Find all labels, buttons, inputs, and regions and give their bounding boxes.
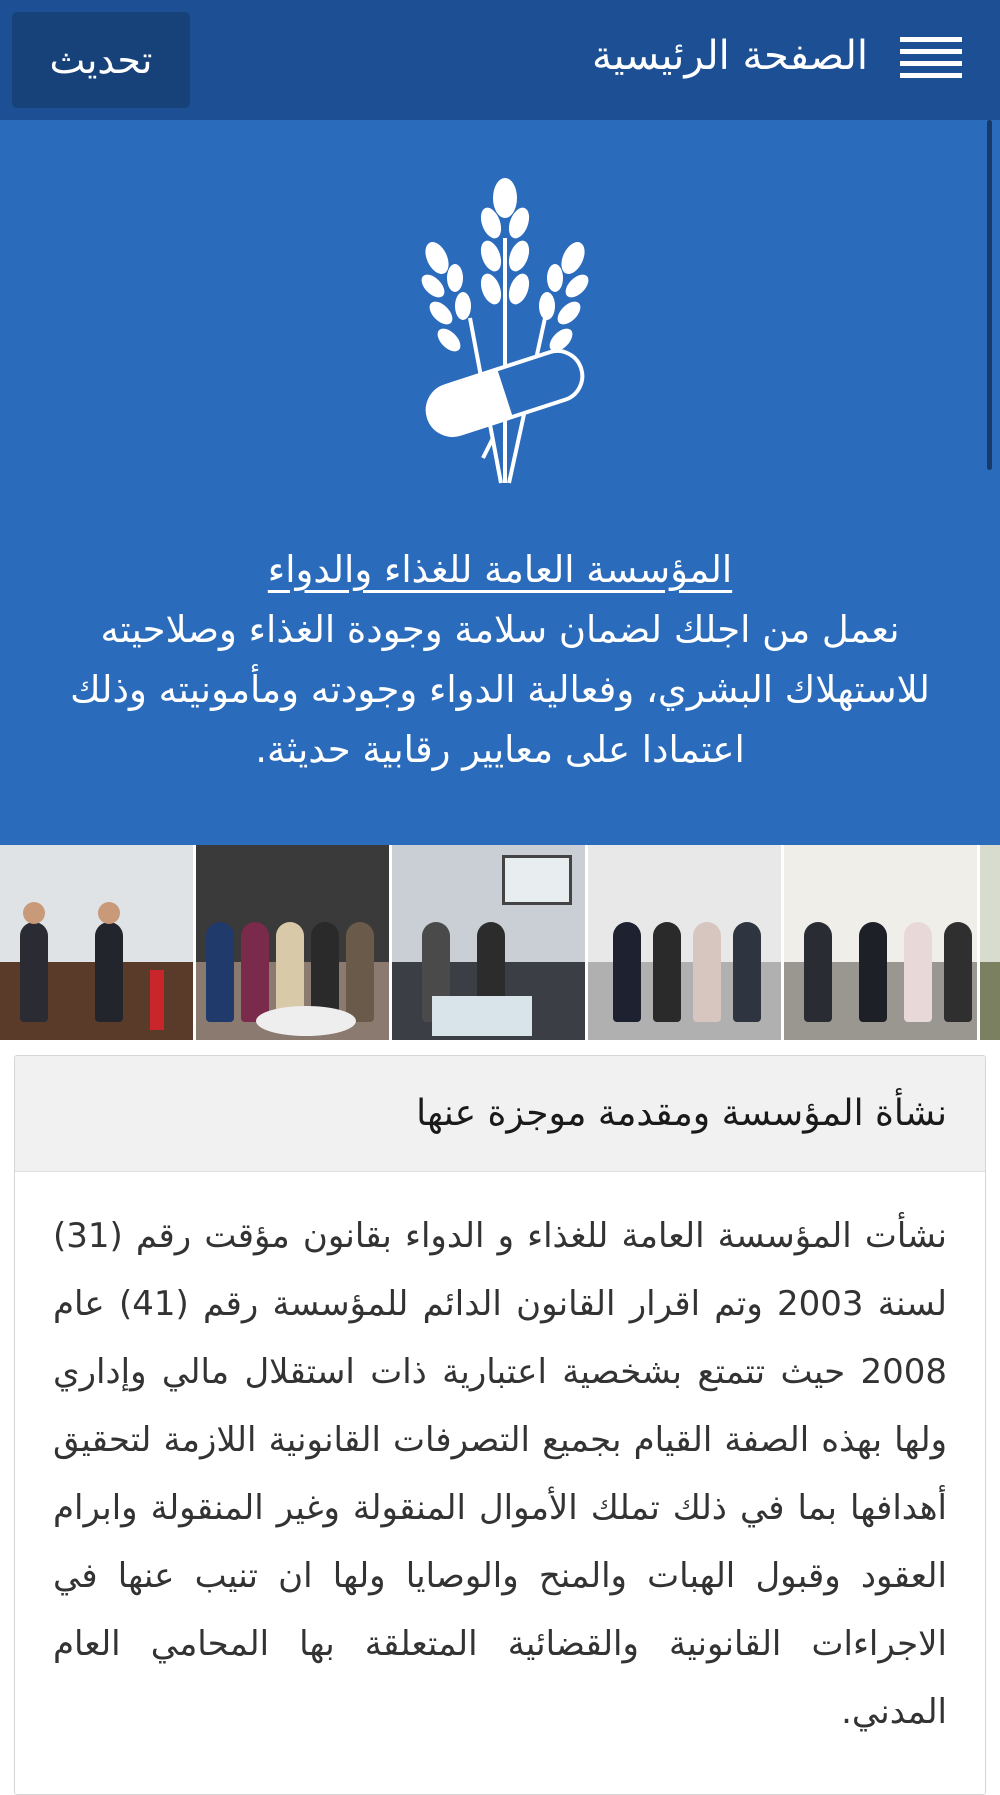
gallery-photo-signing[interactable] bbox=[0, 845, 193, 1040]
gallery-photo-office[interactable] bbox=[392, 845, 585, 1040]
gallery-photo-partial[interactable] bbox=[980, 845, 1000, 1040]
top-app-bar bbox=[0, 0, 1000, 120]
gallery-photo-lab-visit[interactable] bbox=[588, 845, 781, 1040]
wheat-capsule-logo-icon bbox=[415, 168, 595, 488]
gallery-photo-inspection[interactable] bbox=[784, 845, 977, 1040]
gallery-photo-ceremony[interactable] bbox=[196, 845, 389, 1040]
hero-tagline: نعمل من اجلك لضمان سلامة وجودة الغذاء وصلاحيته للاستهلاك البشري، وفعالية الدواء وجودته ومأمونيته وذلك اعتمادا على معايير رقابية حديثة. bbox=[70, 608, 930, 771]
scrollbar[interactable] bbox=[987, 120, 992, 470]
hero-banner bbox=[0, 120, 1000, 845]
refresh-button[interactable]: تحديث bbox=[12, 12, 190, 108]
org-name-link[interactable]: المؤسسة العامة للغذاء والدواء bbox=[267, 548, 733, 591]
about-card bbox=[14, 1055, 986, 1795]
hamburger-menu-icon[interactable] bbox=[900, 37, 962, 81]
page-title: الصفحة الرئيسية bbox=[592, 33, 868, 79]
hero-description bbox=[40, 540, 960, 780]
photo-gallery[interactable] bbox=[0, 845, 1000, 1040]
about-card-title: نشأة المؤسسة ومقدمة موجزة عنها bbox=[15, 1056, 985, 1172]
about-card-body: نشأت المؤسسة العامة للغذاء و الدواء بقانون مؤقت رقم (31) لسنة 2003 وتم اقرار القانون الدائم للمؤسسة رقم (41) عام 2008 حيث تتمتع بشخصية اعتبارية ذات استقلال مالي وإداري ولها بهذه الصفة القيام بجميع التصرفات القانونية اللازمة لتحقيق أهدافها بما في ذلك تملك الأموال المنقولة وغير المنقولة وابرام العقود وقبول الهبات والمنح والوصايا ولها ان تنيب عنها في الاجراءات القانونية والقضائية المتعلقة بها المحامي العام المدني. bbox=[53, 1216, 947, 1732]
